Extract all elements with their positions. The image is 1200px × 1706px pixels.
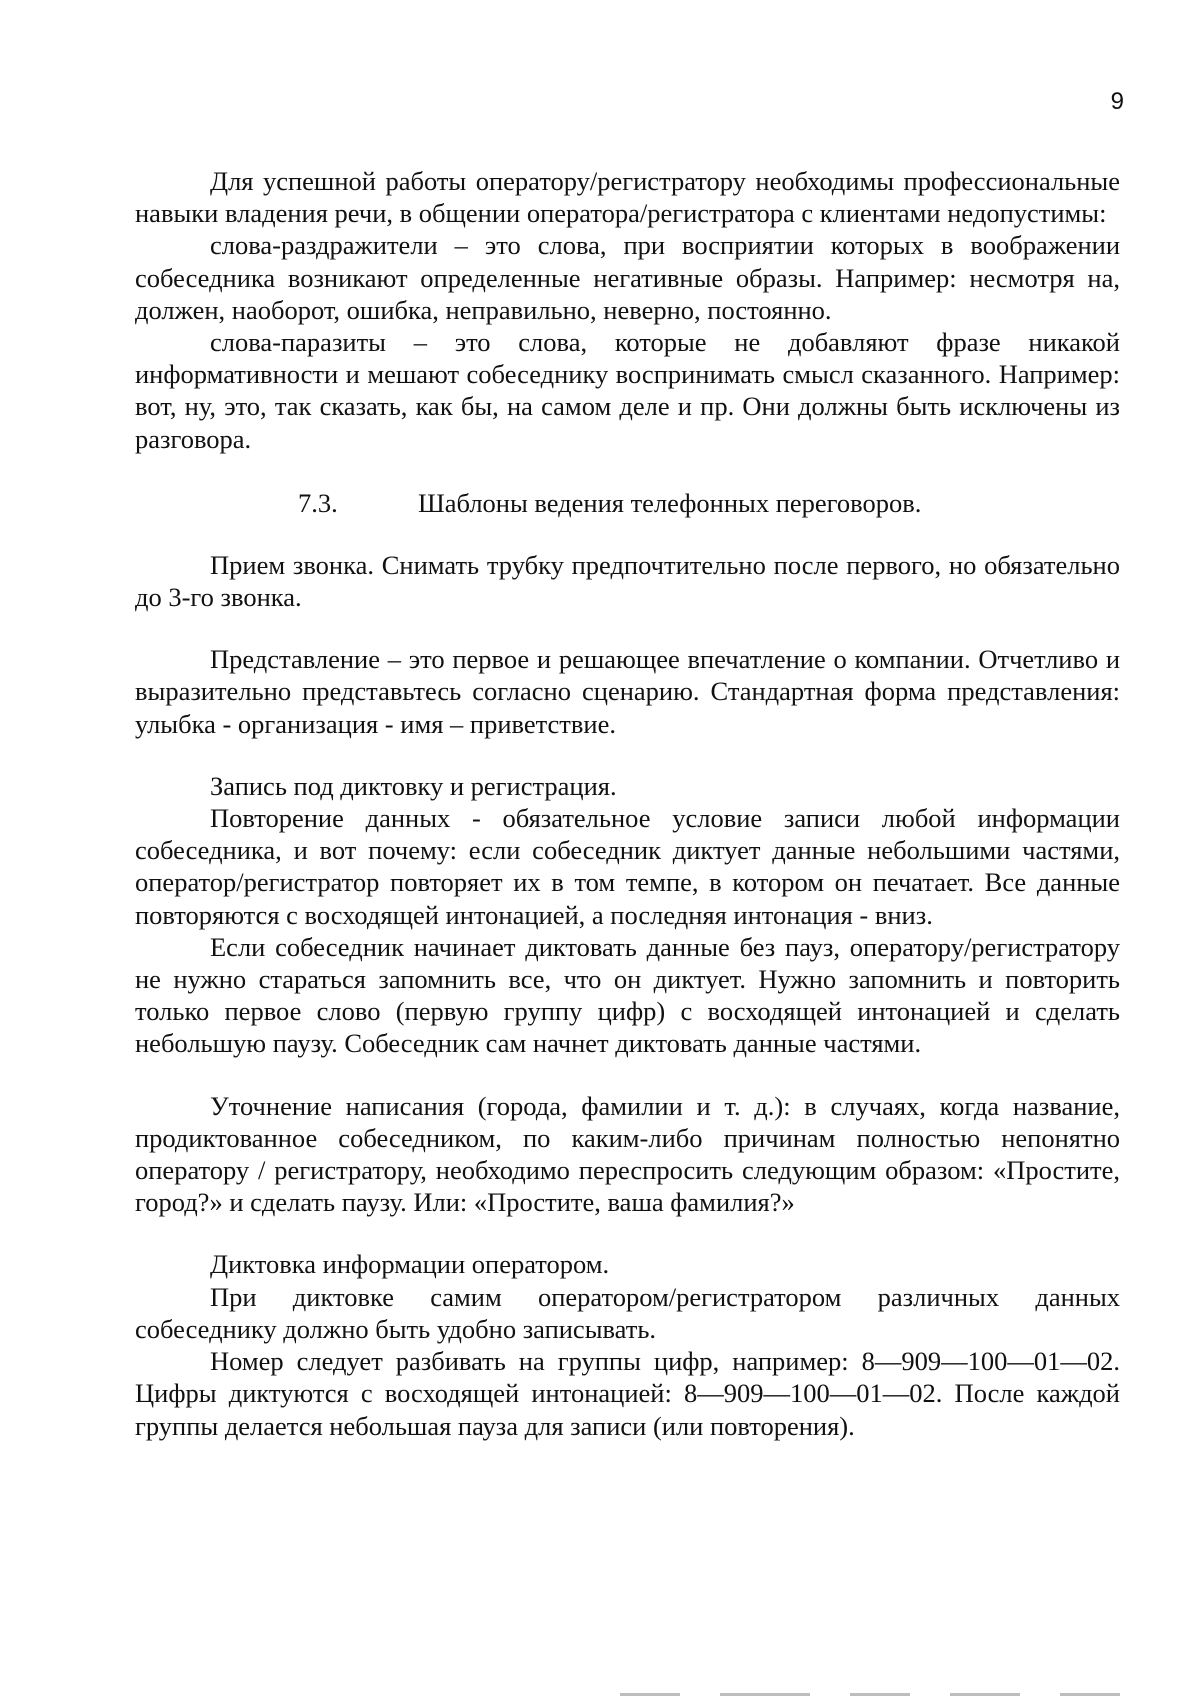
paragraph-dictation-title: Запись под диктовку и регистрация. xyxy=(210,770,617,801)
paragraph-irritant-words: слова-раздражители – это слова, при восприятии которых в воображении собеседника возникают определенные негативные образы. Например: несмотря на, должен, наоборот, ошибка, неправильно, неверно, постоянно. xyxy=(135,230,1120,325)
paragraph-intro: Для успешной работы оператору/регистратору необходимы профессиональные навыки владения речи, в общении оператора/регистратора с клиентами недопустимы: xyxy=(135,166,1120,229)
page-number: 9 xyxy=(1110,88,1124,115)
paragraph-call-reception: Прием звонка. Снимать трубку предпочтительно после первого, но обязательно до 3-го звонка. xyxy=(135,549,1120,613)
paragraph-number-groups: Номер следует разбивать на группы цифр, например: 8—909—100—01—02. Цифры диктуются с восходящей интонацией: 8—909—100—01—02. После каждой группы делается небольшая пауза для записи (или повторения). xyxy=(135,1346,1120,1441)
paragraph-spelling-clarification: Уточнение написания (города, фамилии и т. д.): в случаях, когда название, продиктованное собеседником, по каким-либо причинам полностью непонятно оператору / регистратору, необходимо переспросить следующим образом: «Простите, город?» и сделать паузу. Или: «Простите, ваша фамилия?» xyxy=(135,1090,1120,1218)
paragraph-operator-dictation-title: Диктовка информации оператором. xyxy=(210,1249,610,1280)
paragraph-operator-dictation: При диктовке самим оператором/регистратором различных данных собеседнику должно быть удобно записывать. xyxy=(135,1281,1120,1344)
section-title: Шаблоны ведения телефонных переговоров. xyxy=(418,487,922,518)
paragraph-no-pauses: Если собеседник начинает диктовать данные без пауз, оператору/регистратору не нужно стараться запомнить все, что он диктует. Нужно запомнить и повторить только первое слово (первую группу цифр) с восходящей интонацией и сделать небольшую паузу. Собеседник сам начнет диктовать данные частями. xyxy=(135,931,1120,1059)
scan-artifacts xyxy=(600,1693,1140,1699)
section-heading xyxy=(135,487,1120,519)
paragraph-filler-words: слова-паразиты – это слова, которые не добавляют фразе никакой информативности и мешают собеседнику воспринимать смысл сказанного. Например: вот, ну, это, так сказать, как бы, на самом деле и пр. Они должны быть исключены из разговора. xyxy=(135,327,1120,454)
paragraph-introduction: Представление – это первое и решающее впечатление о компании. Отчетливо и выразительно представьтесь согласно сценарию. Стандартная форма представления: улыбка - организация - имя – приветствие. xyxy=(135,644,1120,739)
section-number: 7.3. xyxy=(298,487,338,518)
document-body xyxy=(135,165,1120,1442)
paragraph-data-repetition: Повторение данных - обязательное условие записи любой информации собеседника, и вот почему: если собеседник диктует данные небольшими частями, оператор/регистратор повторяет их в том темпе, в котором он печатает. Все данные повторяются с восходящей интонацией, а последняя интонация - вниз. xyxy=(135,803,1120,930)
